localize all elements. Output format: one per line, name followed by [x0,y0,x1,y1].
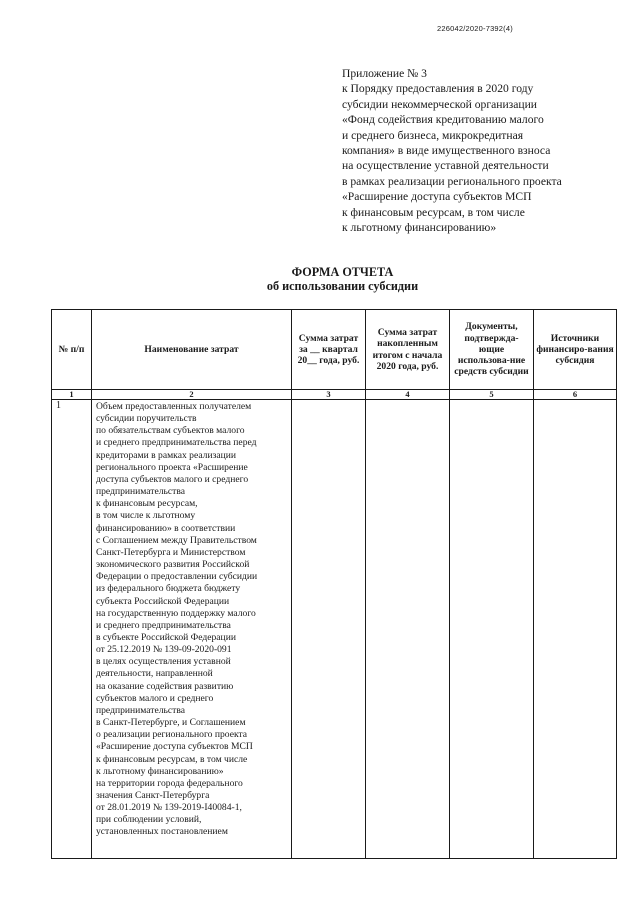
document-id: 226042/2020-7392(4) [437,24,513,33]
appendix-line: Приложение № 3 [342,67,427,80]
description-line: доступа субъектов малого и среднего [96,473,249,485]
description-line: на государственную поддержку малого [96,607,256,619]
description-line: к финансовым ресурсам, в том числе [96,753,248,765]
description-line: субсидии поручительств [96,413,197,425]
description-line: «Расширение доступа субъектов МСП [96,741,253,753]
row-funding-sources-cell [534,400,617,859]
description-line: финансированию» в соответствии [96,522,236,534]
description-line: субъектов малого и среднего [96,692,214,704]
description-line: о реализации регионального проекта [96,729,248,741]
description-line: кредиторами в рамках реализации [96,449,237,461]
table-header-row [52,310,617,390]
description-line: на оказание содействия развитию [96,680,234,692]
description-line: Федерации о предоставлении субсидии [96,571,258,583]
column-number: 5 [450,390,534,400]
appendix-line: к финансовым ресурсам, в том числе [342,205,525,219]
row-expense-description [92,400,292,859]
description-line: в субъекте Российской Федерации [96,631,236,643]
description-line: установленных постановлением [96,826,228,838]
header-number: № п/п [52,310,92,390]
column-number: 3 [292,390,366,400]
column-number: 4 [366,390,450,400]
form-title-main: ФОРМА ОТЧЕТА [291,265,394,279]
appendix-line: к Порядку предоставления в 2020 году [342,82,534,96]
description-line: деятельности, направленной [96,668,213,680]
header-documents: Документы, подтвержда-ющие использова-ние средств субсидии [450,310,534,390]
column-number: 2 [92,390,292,400]
table-row [52,400,617,859]
description-line: по обязательствам субъектов малого [96,425,245,437]
description-line: в целях осуществления уставной [96,656,231,668]
column-number: 1 [52,390,92,400]
row-documents-cell [450,400,534,859]
description-line: значения Санкт-Петербурга [96,790,210,801]
description-line: из федерального бюджета бюджету [96,583,241,595]
description-line: и среднего предпринимательства перед [96,437,257,449]
description-line: от 25.12.2019 № 139-09-2020-091 [96,644,232,656]
form-title [0,265,640,293]
appendix-line: и среднего бизнеса, микрокредитная [342,128,524,142]
description-line: предпринимательства [96,486,186,498]
header-funding-sources: Источники финансиро-вания субсидия [534,310,617,390]
header-cumulative-amount: Сумма затрат накопленным итогом с начала 2020 года, руб. [366,310,450,390]
header-expense-name: Наименование затрат [92,310,292,390]
row-cumulative-amount-cell [366,400,450,859]
column-number: 6 [534,390,617,400]
header-quarter-amount: Сумма затрат за __ квартал 20__ года, руб. [292,310,366,390]
appendix-line: к льготному финансированию» [342,221,497,235]
description-line: предпринимательства [96,704,186,716]
description-line: и среднего предпринимательства [96,619,231,631]
appendix-line: «Расширение доступа субъектов МСП [342,190,532,204]
description-line: Санкт-Петербурга и Министерством [96,546,246,558]
description-line: на территории города федерального [96,777,243,789]
description-line: в Санкт-Петербурге, и Соглашением [96,717,246,729]
description-line: Объем предоставленных получателем [96,401,252,412]
form-title-subtitle: об использовании субсидии [266,279,419,293]
column-number-row [52,390,617,400]
row-quarter-amount-cell [292,400,366,859]
appendix-note [342,66,612,235]
appendix-line: в рамках реализации регионального проекта [342,174,562,188]
description-line: в том числе к льготному [96,510,196,522]
description-line: к льготному финансированию» [96,765,224,777]
appendix-line: компания» в виде имущественного взноса [342,144,551,158]
appendix-line: субсидии некоммерческой организации [342,97,537,111]
description-line: от 28.01.2019 № 139-2019-I40084-1, [96,802,242,814]
description-line: субъекта Российской Федерации [96,595,230,607]
description-line: к финансовым ресурсам, [96,498,198,510]
row-index: 1 [52,400,92,859]
appendix-line: на осуществление уставной деятельности [342,159,549,173]
appendix-line: «Фонд содействия кредитованию малого [342,113,544,127]
description-line: экономического развития Российской [96,559,250,571]
description-line: при соблюдении условий, [96,814,202,826]
description-line: с Соглашением между Правительством [96,534,257,546]
description-line: регионального проекта «Расширение [96,461,248,473]
report-table [51,309,617,859]
